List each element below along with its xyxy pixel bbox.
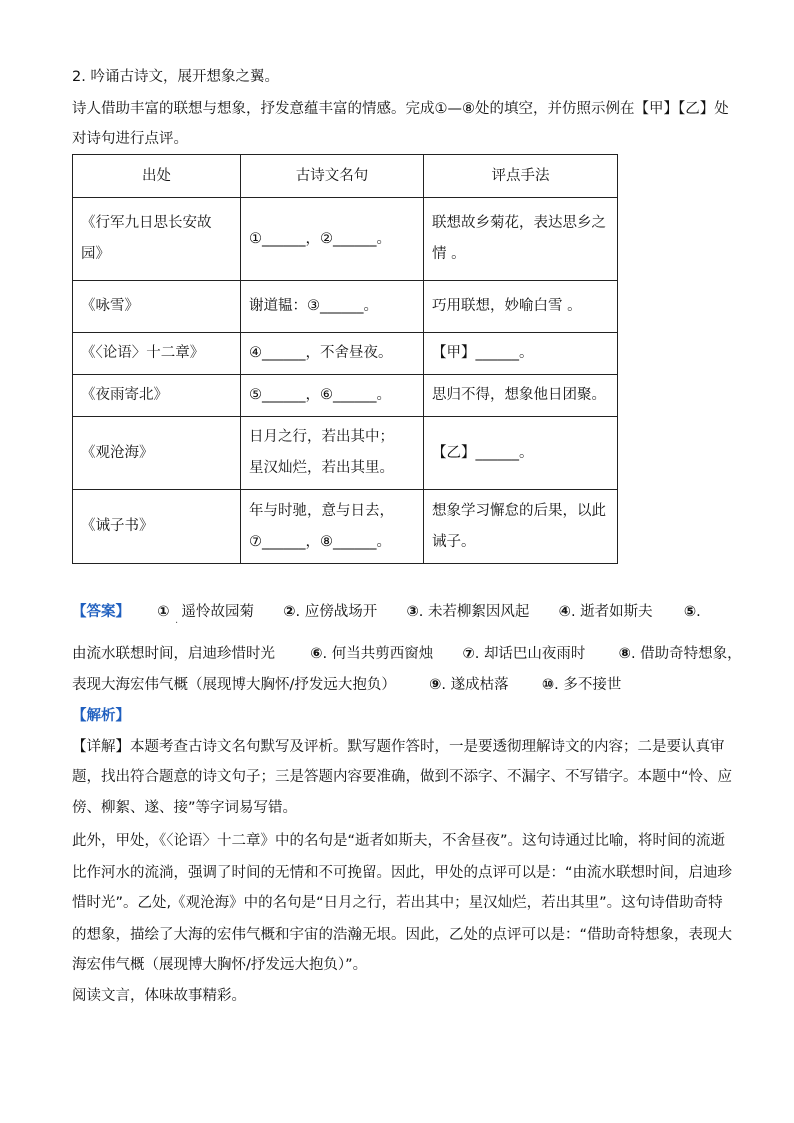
question-title: 2. 吟诵古诗文，展开想象之翼。 bbox=[72, 69, 279, 85]
cell-comment: 巧用联想，妙喻白雪 。 bbox=[424, 281, 618, 333]
answer-text: 表现大海宏伟气概（展现博大胸怀/抒发远大抱负） bbox=[72, 677, 396, 693]
cell-source: 《诫子书》 bbox=[73, 490, 241, 564]
cell-source: 《咏雪》 bbox=[73, 281, 241, 333]
analysis-line: 【详解】本题考查古诗文名句默写及评析。默写题作答时，一是要透彻理解诗文的内容；二是要认真审 bbox=[72, 739, 725, 755]
answer-text: 何当共剪西窗烛 bbox=[331, 646, 434, 662]
table-row bbox=[73, 281, 618, 333]
answer-num: ③ bbox=[406, 604, 419, 620]
question-instruction: 诗人借助丰富的联想与想象，抒发意蕴丰富的情感。完成①—⑧处的填空，并仿照示例在【甲】【乙】处 bbox=[72, 101, 729, 117]
answer-text: 由流水联想时间，启迪珍惜时光 bbox=[72, 646, 275, 662]
answer-text: 应傍战场开 bbox=[304, 604, 378, 620]
cell-comment: 思归不得，想象他日团聚。 bbox=[424, 375, 618, 417]
cell-comment: 想象学习懈怠的后果，以此 诫子。 bbox=[424, 490, 618, 564]
cell-verse: 谢道韫：③______。 bbox=[241, 281, 424, 333]
analysis-line: 傍、柳絮、遂、接”等字词易写错。 bbox=[72, 800, 298, 816]
cell-verse: ⑤______，⑥______。 bbox=[241, 375, 424, 417]
answer-num: ⑨ bbox=[429, 677, 442, 693]
answer-text: 遂成枯落 bbox=[450, 677, 509, 693]
table-header-row bbox=[73, 155, 618, 198]
answer-text: 逝者如斯夫 bbox=[580, 604, 653, 620]
answer-line-1: 【答案】 ① 遥怜故园菊 ②. 应傍战场开 ③. 未若柳絮因风起 ④. 逝者如斯夫 ⑤. bbox=[72, 604, 701, 620]
table-row bbox=[73, 375, 618, 417]
cell-verse: 日月之行，若出其中； 星汉灿烂，若出其里。 bbox=[241, 417, 424, 490]
cell-comment: 【乙】______。 bbox=[424, 417, 618, 490]
answer-line-2: 由流水联想时间，启迪珍惜时光 ⑥. 何当共剪西窗烛 ⑦. 却话巴山夜雨时 ⑧. 借助奇特想象， bbox=[72, 646, 742, 662]
poem-table bbox=[72, 154, 618, 564]
answer-num: ⑤ bbox=[683, 604, 697, 620]
answer-line-3: 表现大海宏伟气概（展现博大胸怀/抒发远大抱负） ⑨. 遂成枯落 ⑩. 多不接世 bbox=[72, 677, 622, 693]
answer-num: ② bbox=[283, 604, 296, 620]
header-verse: 古诗文名句 bbox=[241, 155, 424, 198]
analysis-line: 比作河水的流淌，强调了时间的无情和不可挽留。因此，甲处的点评可以是：“由流水联想时间，启迪珍 bbox=[72, 865, 733, 881]
answer-num: ④ bbox=[558, 604, 571, 620]
answer-num: ⑧ bbox=[618, 646, 631, 662]
table-row bbox=[73, 490, 618, 564]
header-comment: 评点手法 bbox=[424, 155, 618, 198]
cell-verse: 年与时驰，意与日去， ⑦______，⑧______。 bbox=[241, 490, 424, 564]
cell-verse: ④______，不舍昼夜。 bbox=[241, 333, 424, 375]
analysis-line: 惜时光”。乙处,《观沧海》中的名句是“日月之行，若出其中；星汉灿烂，若出其里”。这句诗借助奇特 bbox=[72, 895, 723, 911]
answer-num: ⑥ bbox=[310, 646, 323, 662]
answer-num: ① bbox=[157, 604, 170, 620]
answer-label: 【答案】 bbox=[72, 604, 130, 620]
answer-text: 遥怜故园菊 bbox=[181, 604, 254, 620]
question-instruction-cont: 对诗句进行点评。 bbox=[72, 131, 188, 147]
table-row bbox=[73, 198, 618, 281]
analysis-line: 海宏伟气概（展现博大胸怀/抒发远大抱负）”。 bbox=[72, 957, 368, 973]
answer-num: ⑦ bbox=[462, 646, 475, 662]
dot-mark: · bbox=[175, 618, 179, 629]
analysis-line: 此外，甲处，《〈论语〉十二章》中的名句是“逝者如斯夫，不舍昼夜”。这句诗通过比喻，将时间的流逝 bbox=[72, 833, 726, 849]
cell-comment: 【甲】______。 bbox=[424, 333, 618, 375]
header-source: 出处 bbox=[73, 155, 241, 198]
table-row bbox=[73, 333, 618, 375]
analysis-line: 的想象，描绘了大海的宏伟气概和宇宙的浩瀚无垠。因此，乙处的点评可以是：“借助奇特想象，表现大 bbox=[72, 927, 733, 943]
cell-verse: ①______，②______。 bbox=[241, 198, 424, 281]
cell-source: 《〈论语〉十二章》 bbox=[73, 333, 241, 375]
answer-text: 未若柳絮因风起 bbox=[427, 604, 530, 620]
analysis-label: 【解析】 bbox=[72, 708, 130, 724]
answer-num: ⑩ bbox=[541, 677, 555, 693]
analysis-line: 阅读文言，体味故事精彩。 bbox=[72, 988, 246, 1004]
analysis-line: 题，找出符合题意的诗文句子；三是答题内容要准确，做到不添字、不漏字、不写错字。本题中“怜、应 bbox=[72, 769, 733, 785]
cell-comment: 联想故乡菊花，表达思乡之 情 。 bbox=[424, 198, 618, 281]
cell-source: 《观沧海》 bbox=[73, 417, 241, 490]
cell-source: 《行军九日思长安故 园》 bbox=[73, 198, 241, 281]
table-row bbox=[73, 417, 618, 490]
answer-text: 却话巴山夜雨时 bbox=[483, 646, 586, 662]
answer-text: 多不接世 bbox=[563, 677, 622, 693]
cell-source: 《夜雨寄北》 bbox=[73, 375, 241, 417]
